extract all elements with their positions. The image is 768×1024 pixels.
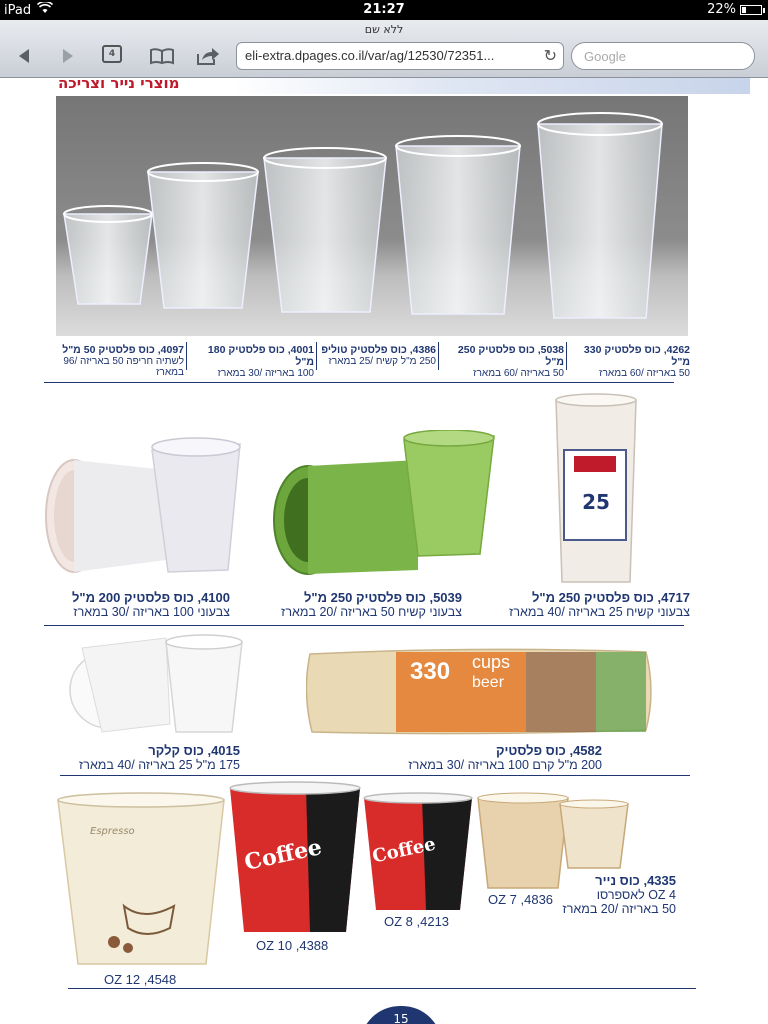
cup-180ml xyxy=(148,163,258,308)
cup-50ml xyxy=(64,206,152,304)
product-4582 xyxy=(390,743,602,772)
oz-label-4548: OZ 12 ,4548 xyxy=(104,972,177,987)
battery-fill xyxy=(742,7,746,13)
browser-page-title: ללא שם xyxy=(364,23,404,36)
product-title: 4262, כוס פלסטיק 330 מ"ל xyxy=(583,344,690,368)
oz-label-4836: OZ 7 ,4836 xyxy=(488,892,554,907)
product-detail: 50 באריזה /20 במארז xyxy=(562,902,676,916)
oz-label-4388: OZ 10 ,4388 xyxy=(256,938,329,953)
product-4097 xyxy=(44,344,184,378)
divider-line xyxy=(68,988,696,989)
product-detail: 50 באריזה /60 במארז xyxy=(599,368,690,379)
product-title: 4015, כוס קלקר xyxy=(148,743,240,758)
cup-330ml xyxy=(538,113,662,318)
product-title: 4717, כוס פלסטיק 250 מ"ל xyxy=(531,590,690,605)
share-button[interactable] xyxy=(194,44,222,68)
coffee-print: Coffee xyxy=(242,834,325,876)
search-input[interactable]: Google xyxy=(571,42,755,70)
product-title: 4335, כוס נייר xyxy=(595,873,676,888)
divider-line xyxy=(60,775,690,776)
clear-cups-photo xyxy=(56,96,688,336)
pack-count-label: 25 xyxy=(582,490,610,514)
battery-percent: 22% xyxy=(707,2,736,17)
product-title: 5039, כוס פלסטיק 250 מ"ל xyxy=(303,590,462,605)
back-arrow-icon xyxy=(16,47,32,65)
product-title: 4001, כוס פלסטיק 180 מ"ל xyxy=(207,344,314,368)
product-4717 xyxy=(440,590,690,619)
cup-250ml xyxy=(396,136,520,314)
share-icon xyxy=(196,46,220,66)
product-4100 xyxy=(40,590,230,619)
sleeve-brand: cups xyxy=(472,652,511,672)
product-title: 5038, כוס פלסטיק 250 מ"ל xyxy=(457,344,564,368)
url-field[interactable] xyxy=(236,42,564,70)
tabs-button[interactable]: 4 xyxy=(102,45,122,63)
back-button[interactable] xyxy=(10,44,38,68)
separator xyxy=(316,342,317,370)
section-title: מוצרי נייר וצריכה xyxy=(58,78,180,92)
divider-line xyxy=(44,625,684,626)
status-bar xyxy=(0,0,768,20)
product-4001 xyxy=(190,344,314,379)
product-detail: צבעוני 100 באריזה /30 במארז xyxy=(73,605,230,619)
green-cups-stack xyxy=(268,430,500,580)
foam-cups xyxy=(62,628,244,744)
catalog-page xyxy=(10,78,750,1024)
product-5039 xyxy=(242,590,462,619)
product-detail: 100 באריזה /30 במארז xyxy=(217,368,314,379)
product-5038 xyxy=(442,344,564,379)
product-4386 xyxy=(320,344,436,367)
product-title: 4582, כוס פלסטיק xyxy=(495,743,602,758)
reload-icon[interactable]: ↻ xyxy=(543,48,557,65)
product-4262 xyxy=(572,344,690,379)
status-time: 21:27 xyxy=(363,2,405,17)
product-detail: 175 מ"ל 25 באריזה /40 במארז xyxy=(78,758,240,772)
product-4015 xyxy=(60,743,240,772)
oz-label-4213: OZ 8 ,4213 xyxy=(384,914,450,929)
url-text: eli-extra.dpages.co.il/var/ag/12530/72351... xyxy=(245,48,495,63)
separator xyxy=(438,342,439,370)
product-detail: לשתיה חריפה 50 באריזה /96 במארז xyxy=(63,356,184,378)
cup-tulip xyxy=(264,148,386,312)
product-detail: צבעוני קשיח 50 באריזה /20 במארז xyxy=(281,605,462,619)
coffee-print-small: Coffee xyxy=(370,833,438,868)
book-icon xyxy=(149,47,175,65)
separator xyxy=(566,342,567,370)
paper-cup-12oz xyxy=(54,792,230,968)
paper-cup-4oz xyxy=(558,798,630,870)
status-right xyxy=(707,2,762,17)
forward-arrow-icon xyxy=(60,47,76,65)
sleeve-size: 330 xyxy=(410,658,451,685)
browser-toolbar xyxy=(0,20,768,78)
bookmarks-button[interactable] xyxy=(148,44,176,68)
separator xyxy=(186,342,187,370)
product-detail: 250 מ"ל קשיח /25 במארז xyxy=(328,356,436,367)
product-detail: צבעוני קשיח 25 באריזה /40 במארז xyxy=(509,605,690,619)
product-title: 4100, כוס פלסטיק 200 מ"ל xyxy=(71,590,230,605)
product-title: 4097, כוס פלסטיק 50 מ"ל xyxy=(62,344,184,356)
espresso-print: Espresso xyxy=(90,826,135,837)
battery-icon xyxy=(740,5,762,15)
product-detail: 4 OZ לאספרסו xyxy=(596,888,676,902)
web-content xyxy=(0,78,768,1024)
page-number: 15 xyxy=(360,1006,442,1024)
device-name: iPad xyxy=(4,2,32,18)
product-detail: 50 באריזה /60 במארז xyxy=(473,368,564,379)
forward-button[interactable] xyxy=(54,44,82,68)
divider-line xyxy=(44,382,674,383)
clear-cups-illustration xyxy=(56,96,688,336)
product-title: 4386, כוס פלסטיק טוליפ xyxy=(321,344,436,356)
product-detail: 200 מ"ל קרם 100 באריזה /30 במארז xyxy=(408,758,602,772)
sleeve-text: beer xyxy=(472,674,505,691)
white-cups-stack xyxy=(40,430,250,580)
